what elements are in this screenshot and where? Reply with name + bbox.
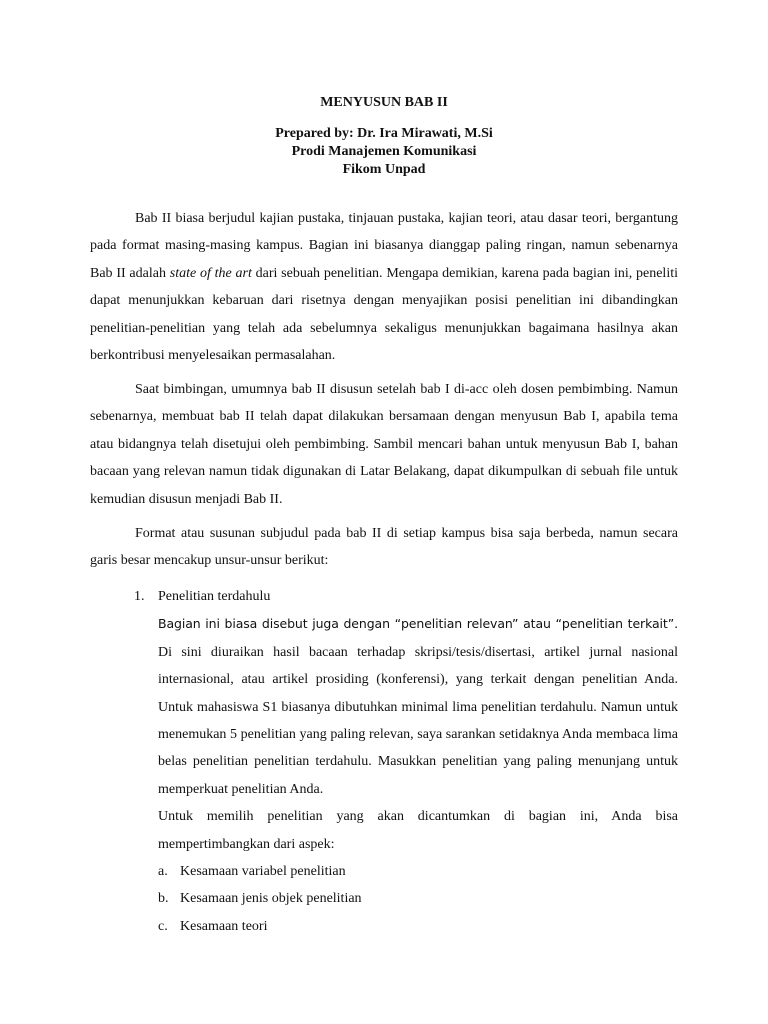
list-item-text-1: Di sini diuraikan hasil bacaan terhadap skripsi/tesis/disertasi, artikel jurnal nasional internasional, atau artikel prosiding (konferensi), yang terkait dengan penelitian Anda. Untuk mahasiswa S1 biasanya dibutuhkan minimal lima penelitian terdahulu. Namun untuk menemukan 5 penelitian yang paling relevan, saya sarankan setidaknya Anda membaca lima belas penelitian penelitian terdahulu. Masukkan penelitian yang paling menunjang untuk memperkuat penelitian Anda. — [158, 644, 678, 797]
paragraph-intro-part2: dari sebuah penelitian. Mengapa demikian, karena pada bagian ini, peneliti dapat menunjukkan kebaruan dari risetnya dengan menyajikan posisi penelitian ini dibandingkan penelitian-penelitian yang telah ada sebelumnya sekaligus menunjukkan bagaimana hasilnya akan berkontribusi menyelesaikan permasalahan. — [90, 265, 678, 364]
department-line: Prodi Manajemen Komunikasi — [291, 144, 477, 159]
sub-item — [158, 885, 678, 912]
paragraph-intro-part1: Bab II biasa berjudul kajian pustaka, tinjauan pustaka, kajian teori, atau dasar teori, bergantung pada format masing-masing kampus. Bagian ini biasanya dianggap paling ringan, namun sebenarnya Bab II adalah — [90, 211, 678, 281]
sub-item-letter: b. — [158, 891, 169, 907]
sub-item-letter: a. — [158, 864, 168, 880]
list-item-number: 1. — [134, 589, 145, 604]
list-item-heading — [134, 583, 678, 610]
sub-item-text: Kesamaan teori — [180, 918, 268, 934]
faculty-line: Fikom Unpad — [342, 162, 426, 177]
numbered-list — [134, 583, 678, 940]
list-item-body — [158, 610, 678, 940]
list-item-title: Penelitian terdahulu — [158, 589, 271, 604]
paragraph-format: Format atau susunan subjudul pada bab II di setiap kampus bisa saja berbeda, namun secara garis besar mencakup unsur-unsur berikut: — [90, 526, 678, 569]
list-item-lead: Bagian ini biasa disebut juga dengan “penelitian relevan” atau “penelitian terkait”. — [158, 616, 678, 632]
paragraph-bimbingan: Saat bimbingan, umumnya bab II disusun setelah bab I di-acc oleh dosen pembimbing. Namun sebenarnya, membuat bab II telah dapat dilakukan bersamaan dengan menyusun Bab I, apabila tema atau bidangnya telah disetujui oleh pembimbing. Sambil mencari bahan untuk menyusun Bab I, bahan bacaan yang relevan namun tidak digunakan di Latar Belakang, dapat dikumpulkan di sebuah file untuk kemudian disusun menjadi Bab II. — [90, 382, 678, 507]
sub-item-letter: c. — [158, 918, 168, 934]
sub-item-text: Kesamaan jenis objek penelitian — [180, 891, 362, 907]
list-item-paragraph-2: Untuk memilih penelitian yang akan dicantumkan di bagian ini, Anda bisa mempertimbangkan dari aspek: — [158, 809, 678, 852]
paragraph-intro — [90, 205, 678, 369]
sub-item — [158, 913, 678, 940]
list-item-paragraph-1 — [158, 610, 678, 803]
sub-item-text: Kesamaan variabel penelitian — [180, 864, 346, 880]
paragraph-intro-italic: state of the art — [169, 265, 252, 281]
sub-item — [158, 858, 678, 885]
author-line: Prepared by: Dr. Ira Mirawati, M.Si — [275, 126, 493, 141]
document-title: MENYUSUN BAB II — [320, 95, 448, 110]
